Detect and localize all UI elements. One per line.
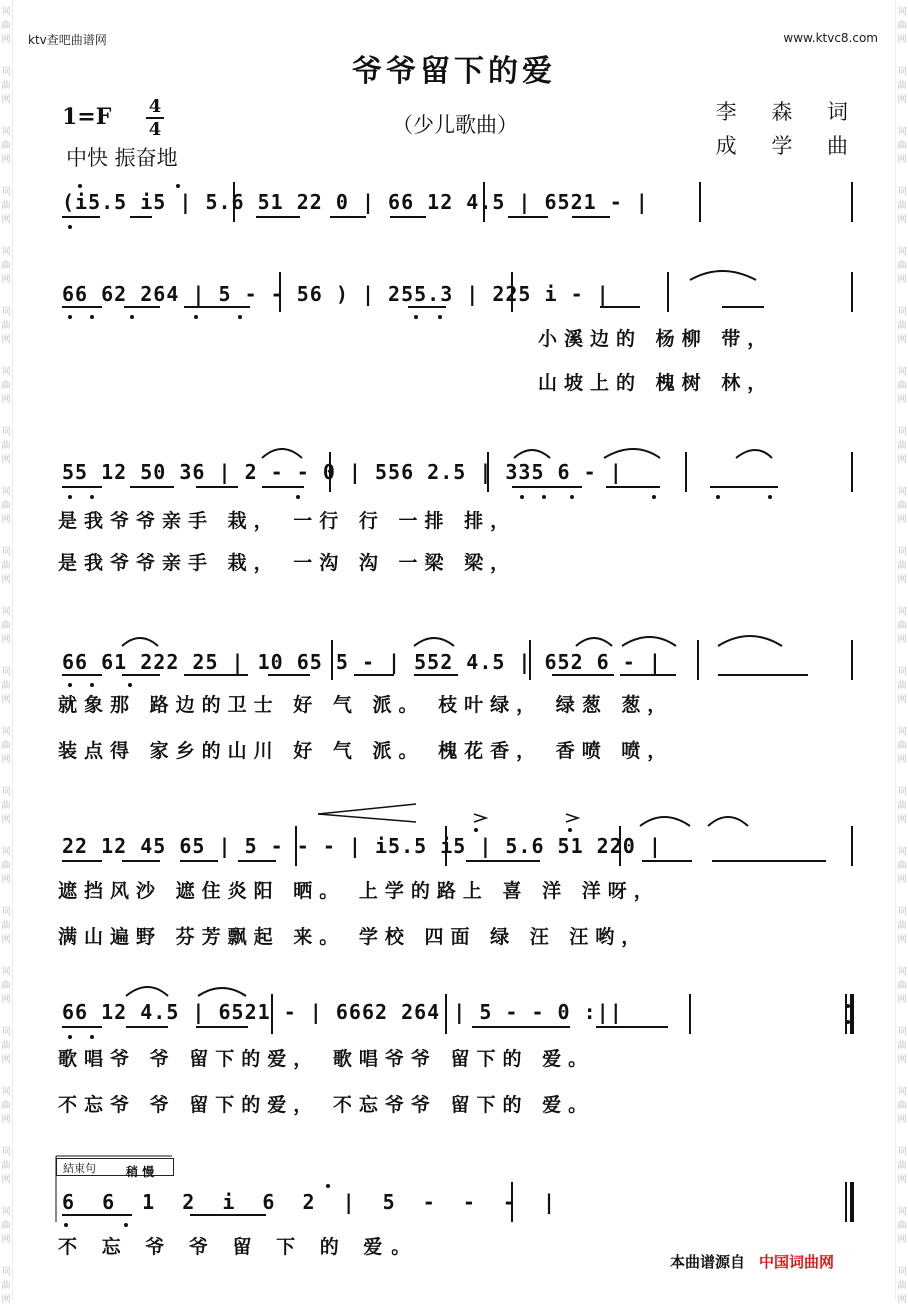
- watermark-char: 词: [897, 307, 907, 317]
- watermark-char: 曲: [1, 741, 11, 751]
- watermark-char: 网: [897, 35, 907, 45]
- watermark-char: 曲: [1, 81, 11, 91]
- watermark-char: 词: [897, 7, 907, 17]
- system-4-lyrics-verse-1: 就象那 路边的卫士 好 气 派。 枝叶绿， 绿葱 葱，: [58, 694, 674, 716]
- composer-credit: 成 学 曲: [715, 134, 862, 158]
- watermark-char: 网: [897, 455, 907, 465]
- watermark-char: 曲: [1, 1281, 11, 1291]
- watermark-char: 曲: [1, 1101, 11, 1111]
- watermark-char: 词: [897, 1147, 907, 1157]
- watermark-char: 曲: [897, 861, 907, 871]
- watermark-char: 网: [1, 335, 11, 345]
- watermark-char: 曲: [1, 621, 11, 631]
- watermark-char: 网: [897, 995, 907, 1005]
- watermark-char: 词: [897, 67, 907, 77]
- watermark-char: 网: [897, 275, 907, 285]
- octave-dot: [194, 315, 198, 319]
- watermark-char: 网: [1, 935, 11, 945]
- watermark-char: 词: [1, 667, 11, 677]
- system-2-notes: 66 62 264 | 5 - - 56 ) | 255.3 | 225 i - |: [62, 282, 610, 306]
- slur: [622, 637, 676, 646]
- octave-dot: [238, 315, 242, 319]
- octave-dot: [130, 315, 134, 319]
- system-4-lyrics-verse-2: 装点得 家乡的山川 好 气 派。 槐花香， 香喷 喷，: [58, 740, 674, 762]
- watermark-char: 曲: [1, 981, 11, 991]
- octave-dot: [520, 495, 524, 499]
- repeat-dot: [846, 1004, 850, 1008]
- watermark-char: 网: [897, 575, 907, 585]
- accent-mark: [566, 814, 578, 822]
- watermark-char: 曲: [1, 261, 11, 271]
- watermark-char: 词: [1, 607, 11, 617]
- high-octave-dot: [326, 1184, 330, 1188]
- watermark-char: 网: [1, 1055, 11, 1065]
- watermark-char: 曲: [1, 1161, 11, 1171]
- watermark-char: 词: [1, 487, 11, 497]
- watermark-char: 网: [897, 1235, 907, 1245]
- octave-dot: [68, 315, 72, 319]
- watermark-char: 词: [897, 487, 907, 497]
- accent-mark: [474, 814, 486, 822]
- watermark-char: 曲: [897, 441, 907, 451]
- watermark-char: 网: [1, 815, 11, 825]
- watermark-char: 词: [1, 907, 11, 917]
- high-octave-dot: [176, 184, 180, 188]
- watermark-char: 网: [1, 395, 11, 405]
- watermark-char: 网: [1, 455, 11, 465]
- system-3-lyrics-verse-1: 是我爷爷亲手 栽， 一行 行 一排 排，: [58, 510, 517, 532]
- octave-dot: [296, 495, 300, 499]
- watermark-char: 曲: [1, 381, 11, 391]
- octave-dot: [542, 495, 546, 499]
- watermark-char: 网: [1, 875, 11, 885]
- slur: [576, 638, 612, 646]
- watermark-char: 词: [897, 1267, 907, 1277]
- watermark-char: 网: [897, 1295, 907, 1305]
- watermark-char: 网: [1, 575, 11, 585]
- song-title: 爷爷留下的爱: [352, 54, 556, 89]
- watermark-char: 词: [897, 547, 907, 557]
- watermark-char: 曲: [897, 501, 907, 511]
- watermark-char: 网: [1, 755, 11, 765]
- watermark-char: 词: [1, 187, 11, 197]
- watermark-char: 词: [897, 1027, 907, 1037]
- watermark-char: 词: [1, 367, 11, 377]
- octave-dot: [716, 495, 720, 499]
- watermark-char: 曲: [897, 741, 907, 751]
- watermark-char: 曲: [897, 201, 907, 211]
- slur: [604, 449, 660, 458]
- watermark-char: 曲: [897, 261, 907, 271]
- octave-dot: [570, 495, 574, 499]
- crescendo-bottom: [318, 814, 416, 822]
- high-octave-dot: [78, 184, 82, 188]
- watermark-char: 词: [897, 847, 907, 857]
- watermark-char: 网: [897, 935, 907, 945]
- watermark-char: 曲: [1, 561, 11, 571]
- watermark-char: 曲: [897, 321, 907, 331]
- watermark-char: 词: [1, 1207, 11, 1217]
- watermark-char: 网: [897, 95, 907, 105]
- watermark-char: 曲: [897, 801, 907, 811]
- crescendo-top: [318, 804, 416, 814]
- watermark-char: 网: [1, 35, 11, 45]
- system-1-notes: (i5.5 i5 | 5.6 51 22 0 | 66 12 4.5 | 6521 - |: [62, 190, 649, 214]
- watermark-char: 曲: [1, 1221, 11, 1231]
- watermark-char: 曲: [897, 1101, 907, 1111]
- watermark-char: 网: [1, 275, 11, 285]
- system-2-lyrics-verse-2: 山坡上的 槐树 林，: [538, 372, 774, 394]
- watermark-char: 曲: [1, 1041, 11, 1051]
- slur: [122, 638, 158, 646]
- watermark-char: 词: [897, 367, 907, 377]
- octave-dot: [438, 315, 442, 319]
- watermark-char: 网: [897, 755, 907, 765]
- watermark-char: 曲: [897, 981, 907, 991]
- watermark-char: 曲: [897, 921, 907, 931]
- watermark-char: 曲: [897, 21, 907, 31]
- system-6-lyrics-verse-1: 歌唱爷 爷 留下的爱， 歌唱爷爷 留下的 爱。: [58, 1048, 595, 1070]
- watermark-char: 曲: [897, 561, 907, 571]
- watermark-char: 词: [1, 1147, 11, 1157]
- watermark-char: 词: [897, 787, 907, 797]
- watermark-char: 网: [1, 515, 11, 525]
- watermark-char: 网: [897, 155, 907, 165]
- watermark-char: 词: [1, 967, 11, 977]
- watermark-char: 词: [897, 1087, 907, 1097]
- watermark-char: 词: [1, 307, 11, 317]
- watermark-char: 网: [897, 635, 907, 645]
- watermark-char: 词: [1, 1087, 11, 1097]
- watermark-char: 网: [897, 515, 907, 525]
- key-signature: 1=F: [62, 104, 112, 130]
- watermark-char: 网: [897, 695, 907, 705]
- watermark-char: 词: [897, 607, 907, 617]
- watermark-char: 词: [1, 247, 11, 257]
- watermark-char: 词: [897, 427, 907, 437]
- watermark-char: 曲: [897, 1161, 907, 1171]
- octave-dot: [90, 315, 94, 319]
- watermark-char: 网: [897, 815, 907, 825]
- watermark-char: 词: [897, 1207, 907, 1217]
- octave-dot: [124, 1223, 128, 1227]
- watermark-char: 曲: [1, 921, 11, 931]
- watermark-char: 词: [1, 847, 11, 857]
- watermark-char: 词: [1, 787, 11, 797]
- watermark-char: 曲: [1, 201, 11, 211]
- watermark-char: 曲: [897, 1221, 907, 1231]
- watermark-char: 网: [1, 1115, 11, 1125]
- watermark-char: 词: [1, 1027, 11, 1037]
- watermark-char: 网: [897, 215, 907, 225]
- system-7-lyrics: 不 忘 爷 爷 留 下 的 爱。: [58, 1236, 420, 1258]
- watermark-char: 曲: [1, 861, 11, 871]
- watermark-char: 词: [1, 727, 11, 737]
- lyricist-credit: 李 森 词: [715, 100, 862, 124]
- system-6-notes: 66 12 4.5 | 6521 - | 6662 264 | 5 - - 0 :||: [62, 1000, 623, 1024]
- octave-dot: [414, 315, 418, 319]
- watermark-char: 网: [1, 1295, 11, 1305]
- watermark-char: 词: [897, 667, 907, 677]
- octave-dot: [90, 683, 94, 687]
- slur: [514, 450, 550, 458]
- system-6-lyrics-verse-2: 不忘爷 爷 留下的爱， 不忘爷爷 留下的 爱。: [58, 1094, 595, 1116]
- watermark-char: 曲: [897, 681, 907, 691]
- header-right-site[interactable]: www.ktvc8.com: [783, 31, 878, 45]
- watermark-char: 词: [1, 427, 11, 437]
- slur: [640, 817, 690, 826]
- octave-dot: [68, 225, 72, 229]
- time-bottom: 4: [148, 119, 162, 140]
- watermark-char: 网: [897, 395, 907, 405]
- system-5-lyrics-verse-1: 遮挡风沙 遮住炎阳 晒。 上学的路上 喜 洋 洋呀，: [58, 880, 660, 902]
- watermark-char: 曲: [1, 681, 11, 691]
- slur: [198, 988, 246, 996]
- watermark-char: 词: [1, 547, 11, 557]
- watermark-char: 网: [1, 995, 11, 1005]
- slur: [262, 449, 302, 458]
- high-octave-dot: [474, 828, 478, 832]
- watermark-char: 曲: [897, 141, 907, 151]
- watermark-char: 网: [1, 635, 11, 645]
- watermark-char: 网: [897, 1115, 907, 1125]
- watermark-char: 曲: [1, 141, 11, 151]
- system-5-lyrics-verse-2: 满山遍野 芬芳飘起 来。 学校 四面 绿 汪 汪哟，: [58, 926, 648, 948]
- watermark-char: 词: [897, 727, 907, 737]
- system-3-notes: 55 12 50 36 | 2 - - 0 | 556 2.5 | 335 6 - |: [62, 460, 623, 484]
- octave-dot: [768, 495, 772, 499]
- watermark-char: 网: [897, 335, 907, 345]
- watermark-char: 词: [1, 67, 11, 77]
- watermark-char: 词: [897, 187, 907, 197]
- watermark-char: 网: [1, 1235, 11, 1245]
- slur: [708, 817, 748, 826]
- watermark-char: 曲: [1, 801, 11, 811]
- octave-dot: [652, 495, 656, 499]
- watermark-char: 网: [897, 875, 907, 885]
- watermark-char: 词: [897, 907, 907, 917]
- slur: [718, 636, 782, 646]
- repeat-dot: [846, 1020, 850, 1024]
- watermark-char: 词: [897, 967, 907, 977]
- slur: [736, 450, 772, 458]
- watermark-char: 词: [897, 247, 907, 257]
- slur: [690, 271, 756, 280]
- watermark-char: 词: [1, 7, 11, 17]
- octave-dot: [90, 495, 94, 499]
- final-section-tempo: 稍 慢: [126, 1165, 155, 1179]
- system-5-notes: 22 12 45 65 | 5 - - - | i5.5 i5 | 5.6 51 220 |: [62, 834, 662, 858]
- octave-dot: [64, 1223, 68, 1227]
- system-2-lyrics-verse-1: 小溪边的 杨柳 带，: [538, 328, 774, 350]
- watermark-char: 曲: [897, 621, 907, 631]
- time-top: 4: [148, 96, 162, 117]
- watermark-char: 网: [897, 1175, 907, 1185]
- watermark-char: 曲: [1, 321, 11, 331]
- watermark-char: 词: [897, 127, 907, 137]
- watermark-char: 词: [1, 1267, 11, 1277]
- watermark-char: 曲: [1, 21, 11, 31]
- slur: [414, 638, 454, 646]
- song-subtitle: （少儿歌曲）: [392, 113, 518, 137]
- system-4-notes: 66 61 222 25 | 10 65 5 - | 552 4.5 | 652 6 - |: [62, 650, 662, 674]
- watermark-char: 曲: [897, 81, 907, 91]
- system-3-lyrics-verse-2: 是我爷爷亲手 栽， 一沟 沟 一梁 梁，: [58, 552, 517, 574]
- source-prefix: 本曲谱源自: [670, 1253, 746, 1271]
- slur: [126, 987, 168, 996]
- watermark-char: 曲: [897, 381, 907, 391]
- watermark-char: 曲: [897, 1041, 907, 1051]
- watermark-char: 曲: [1, 501, 11, 511]
- octave-dot: [90, 1035, 94, 1039]
- final-label-text: 結束句: [63, 1162, 96, 1175]
- octave-dot: [68, 1035, 72, 1039]
- watermark-char: 网: [1, 155, 11, 165]
- watermark-char: 曲: [1, 441, 11, 451]
- octave-dot: [68, 683, 72, 687]
- watermark-char: 网: [1, 95, 11, 105]
- header-left-site[interactable]: ktv查吧曲谱网: [28, 33, 107, 47]
- watermark-char: 网: [1, 215, 11, 225]
- octave-dot: [68, 495, 72, 499]
- watermark-char: 曲: [897, 1281, 907, 1291]
- watermark-char: 词: [1, 127, 11, 137]
- watermark-char: 网: [1, 695, 11, 705]
- tempo-marking: 中快 振奋地: [66, 146, 178, 170]
- watermark-char: 网: [897, 1055, 907, 1065]
- watermark-char: 网: [1, 1175, 11, 1185]
- source-site-link[interactable]: 中国词曲网: [759, 1253, 835, 1271]
- octave-dot: [128, 683, 132, 687]
- system-7-notes: 6 6 1 2 i 6 2 | 5 - - - |: [62, 1190, 564, 1214]
- high-octave-dot: [568, 828, 572, 832]
